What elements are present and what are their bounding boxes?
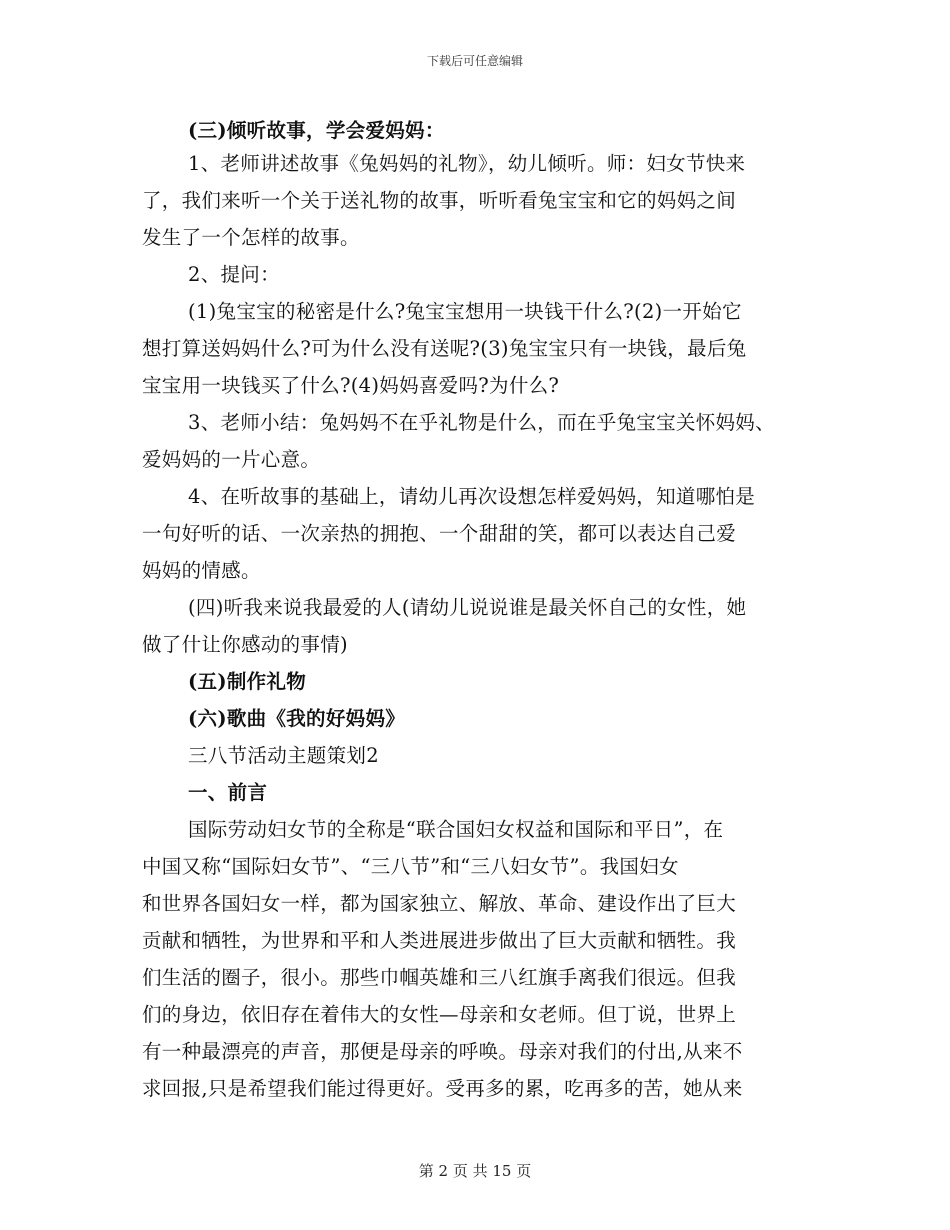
- section-heading-3: (三)倾听故事，学会爱妈妈：: [188, 119, 445, 142]
- paragraph-line: 国际劳动妇女节的全称是“联合国妇女权益和国际和平日”，在: [188, 818, 724, 841]
- paragraph-line: 和世界各国妇女一样，都为国家独立、解放、革命、建设作出了巨大: [142, 892, 737, 915]
- paragraph-line: 1、老师讲述故事《兔妈妈的礼物》，幼儿倾听。师：妇女节快来: [188, 152, 746, 175]
- paragraph-line: 求回报,只是希望我们能过得更好。受再多的累，吃再多的苦，她从来: [142, 1077, 743, 1100]
- paragraph-line: 宝宝用一块钱买了什么?(4)妈妈喜爱吗?为什么?: [142, 374, 560, 397]
- paragraph-line: 2、提问：: [188, 263, 280, 286]
- paragraph-line: 做了什让你感动的事情): [142, 633, 348, 656]
- section-heading-6: (六)歌曲《我的好妈妈》: [188, 707, 406, 730]
- section-heading-5: (五)制作礼物: [188, 670, 307, 693]
- paragraph-line: 爱妈妈的一片心意。: [142, 448, 321, 471]
- paragraph-line: 了，我们来听一个关于送礼物的故事，听听看兔宝宝和它的妈妈之间: [142, 189, 737, 212]
- paragraph-line: 有一种最漂亮的声音，那便是母亲的呼唤。母亲对我们的付出,从来不: [142, 1040, 743, 1063]
- paragraph-line: 4、在听故事的基础上，请幼儿再次设想怎样爱妈妈，知道哪怕是: [188, 485, 756, 508]
- paragraph-line: 妈妈的情感。: [142, 559, 261, 582]
- paragraph-line: 3、老师小结：兔妈妈不在乎礼物是什么，而在乎兔宝宝关怀妈妈、: [188, 411, 775, 434]
- page-header: 下载后可任意编辑: [426, 54, 523, 68]
- paragraph-line: 们生活的圈子，很小。那些巾帼英雄和三八红旗手离我们很远。但我: [142, 966, 737, 989]
- document-title: 三八节活动主题策划2: [188, 744, 379, 767]
- page-footer: 第 2 页 共 15 页: [418, 1162, 532, 1180]
- paragraph-line: (1)兔宝宝的秘密是什么?兔宝宝想用一块钱干什么?(2)一开始它: [188, 300, 742, 323]
- paragraph-line: (四)听我来说我最爱的人(请幼儿说说谁是最关怀自己的女性，她: [188, 596, 747, 619]
- paragraph-line: 发生了一个怎样的故事。: [142, 226, 360, 249]
- paragraph-line: 贡献和牺牲，为世界和平和人类进展进步做出了巨大贡献和牺牲。我: [142, 929, 737, 952]
- paragraph-line: 中国又称“国际妇女节”、“三八节”和“三八妇女节”。我国妇女: [142, 855, 679, 878]
- paragraph-line: 想打算送妈妈什么?可为什么没有送呢?(3)兔宝宝只有一块钱，最后兔: [142, 337, 747, 360]
- paragraph-line: 们的身边，依旧存在着伟大的女性—母亲和女老师。但丁说，世界上: [142, 1003, 737, 1026]
- paragraph-line: 一句好听的话、一次亲热的拥抱、一个甜甜的笑，都可以表达自己爱: [142, 522, 737, 545]
- section-heading-preface: 一、前言: [188, 781, 268, 804]
